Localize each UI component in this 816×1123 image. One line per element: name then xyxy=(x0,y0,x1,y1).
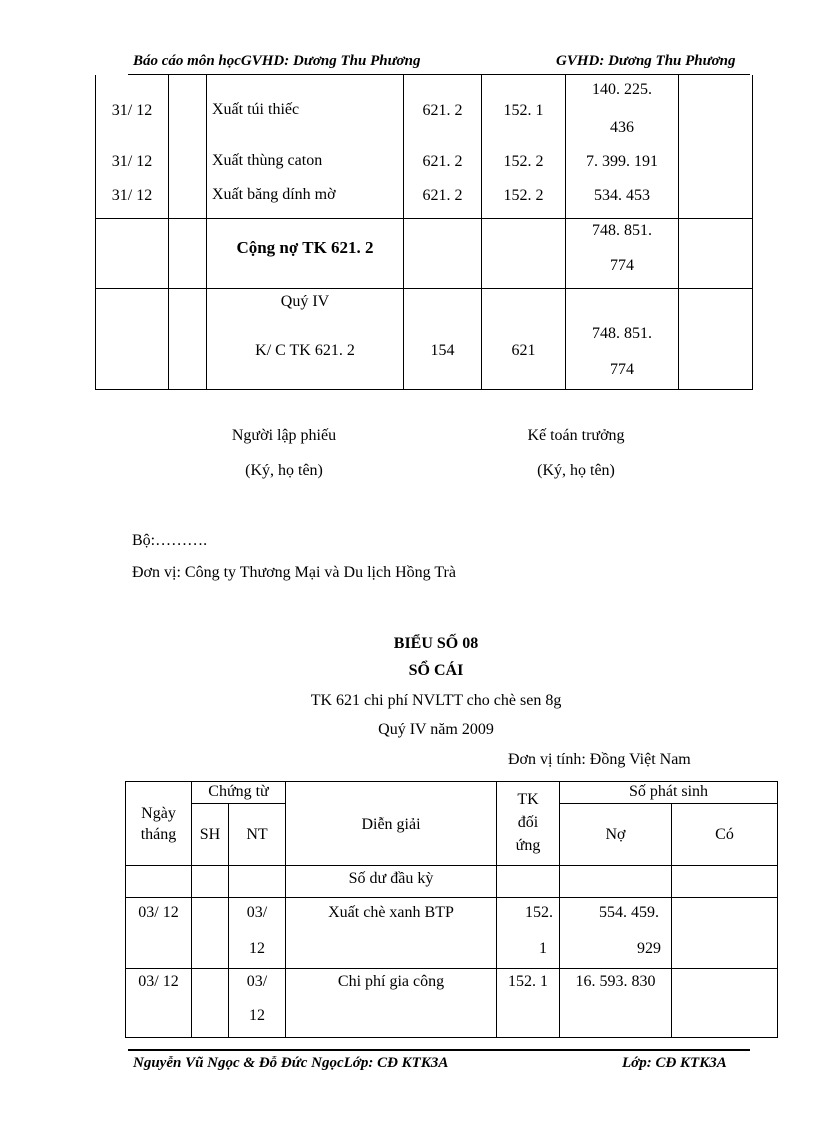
currency-unit: Đơn vị tính: Đồng Việt Nam xyxy=(508,751,691,768)
ledger-row-date: 03/ 12 xyxy=(138,973,179,990)
header-sh: SH xyxy=(199,826,221,843)
total-amount-cont: 774 xyxy=(610,257,634,274)
footer-right: Lớp: CĐ KTK3A xyxy=(622,1055,727,1071)
row-credit-account: 152. 2 xyxy=(503,187,544,204)
row-debit-account: 621. 2 xyxy=(422,102,463,119)
header-right: GVHD: Dương Thu Phương xyxy=(556,53,736,69)
opening-balance-label: Số dư đầu kỳ xyxy=(348,870,434,887)
row-desc: Xuất túi thiếc xyxy=(212,101,300,118)
ledger-row-debit-cont: 929 xyxy=(637,940,661,957)
transfer-label: K/ C TK 621. 2 xyxy=(255,342,355,359)
chief-accountant-note: (Ký, họ tên) xyxy=(537,462,615,479)
ledger-row-desc: Xuất chè xanh BTP xyxy=(328,904,454,921)
transfer-amount: 748. 851. xyxy=(592,325,652,342)
ledger-row-desc: Chi phí gia công xyxy=(337,973,445,990)
row-desc: Xuất băng dính mờ xyxy=(212,186,336,203)
ledger-row-date: 03/ 12 xyxy=(138,904,179,921)
header-account-cont: đối xyxy=(517,814,539,831)
ledger-row-nt: 03/ xyxy=(246,973,268,990)
footer-left: Nguyễn Vũ Ngọc & Đỗ Đức NgọcLớp: CĐ KTK3A xyxy=(133,1055,449,1071)
ministry-line: Bộ:………. xyxy=(132,532,208,549)
total-amount: 748. 851. xyxy=(592,222,652,239)
row-credit-account: 152. 2 xyxy=(503,153,544,170)
ledger-row-nt: 03/ xyxy=(246,904,268,921)
header-voucher: Chứng từ xyxy=(208,783,269,800)
row-amount: 534. 453 xyxy=(594,187,650,204)
header-debit: Nợ xyxy=(605,826,626,843)
header-account-cont2: ứng xyxy=(515,837,541,854)
chief-accountant-title: Kế toán trưởng xyxy=(527,427,625,444)
header-date: Ngày xyxy=(141,805,176,822)
ledger-row-account: 152. 1 xyxy=(508,973,548,990)
header-divider xyxy=(128,74,750,75)
ledger-row-nt-cont: 12 xyxy=(249,940,265,957)
form-number: BIỂU SỐ 08 xyxy=(393,635,479,652)
row-date: 31/ 12 xyxy=(111,187,153,204)
row-amount-cont: 436 xyxy=(610,119,634,136)
header-arising: Số phát sinh xyxy=(628,783,709,800)
row-credit-account: 152. 1 xyxy=(503,102,544,119)
preparer-title: Người lập phiếu xyxy=(231,427,337,444)
header-nt: NT xyxy=(246,826,268,843)
transfer-credit-account: 621 xyxy=(511,342,536,359)
transfer-debit-account: 154 xyxy=(430,342,455,359)
row-date: 31/ 12 xyxy=(111,153,153,170)
ledger-title: SỔ CÁI xyxy=(408,662,464,679)
transfer-amount-cont: 774 xyxy=(610,361,634,378)
row-debit-account: 621. 2 xyxy=(422,187,463,204)
ledger-row-nt-cont: 12 xyxy=(249,1007,265,1024)
row-desc: Xuất thùng caton xyxy=(212,152,323,169)
footer-divider xyxy=(128,1049,750,1051)
header-date-cont: tháng xyxy=(140,826,177,843)
header-description: Diễn giải xyxy=(361,816,421,833)
unit-line: Đơn vị: Công ty Thương Mại và Du lịch Hồng Trà xyxy=(132,564,456,581)
ledger-row-account-cont: 1 xyxy=(539,940,547,957)
row-amount: 7. 399. 191 xyxy=(586,153,658,170)
row-date: 31/ 12 xyxy=(111,102,153,119)
ledger-subtitle: TK 621 chi phí NVLTT cho chè sen 8g xyxy=(310,692,562,709)
ledger-row-debit: 16. 593. 830 xyxy=(575,973,656,990)
total-label: Cộng nợ TK 621. 2 xyxy=(236,238,374,257)
header-left: Báo cáo môn họcGVHD: Dương Thu Phương xyxy=(133,53,421,69)
ledger-row-debit: 554. 459. xyxy=(599,904,659,921)
header-credit: Có xyxy=(715,826,734,843)
ledger-period: Quý IV năm 2009 xyxy=(378,721,494,738)
transfer-period: Quý IV xyxy=(280,293,330,310)
row-amount: 140. 225. xyxy=(592,81,652,98)
row-debit-account: 621. 2 xyxy=(422,153,463,170)
preparer-note: (Ký, họ tên) xyxy=(245,462,323,479)
header-account: TK xyxy=(517,791,539,808)
ledger-row-account: 152. xyxy=(525,904,553,921)
